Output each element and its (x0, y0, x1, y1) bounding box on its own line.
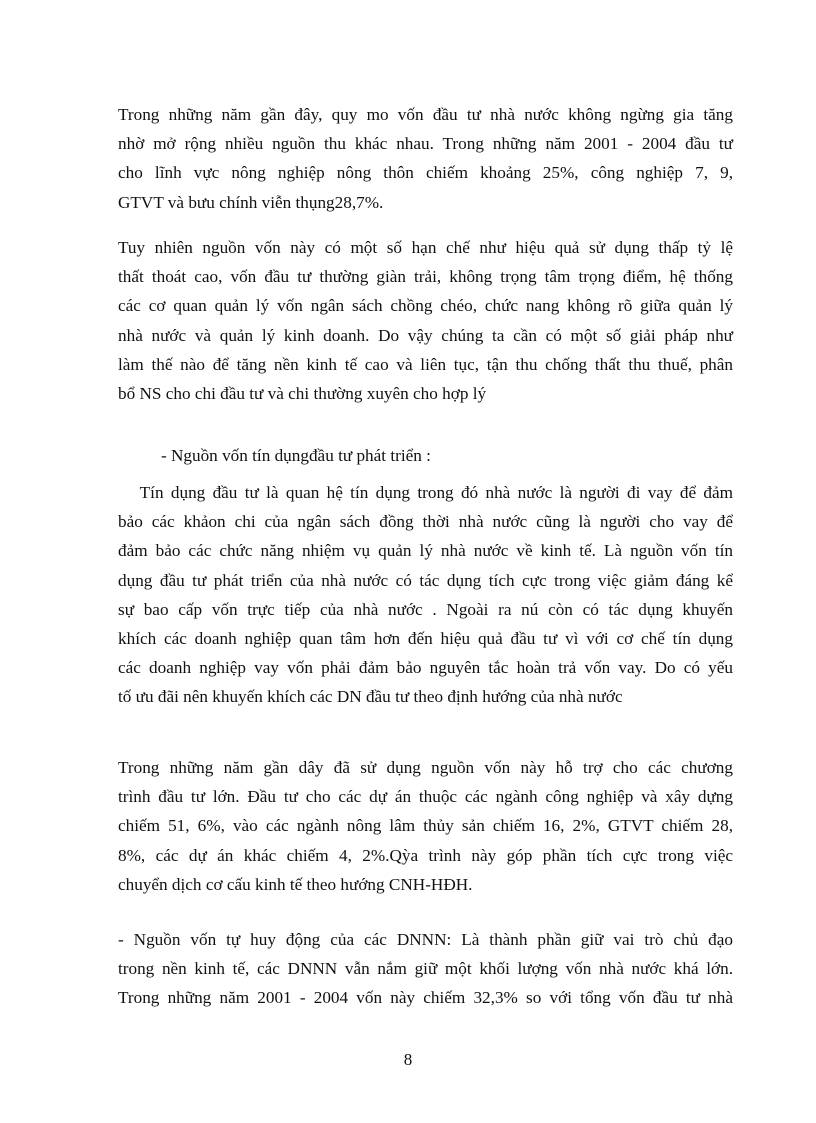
text-line: bổ NS cho chi đầu tư và chi thường xuyên cho hợp lý (118, 383, 487, 403)
text-line: 8%, các dự án khác chiếm 4, 2%.Qỳa trình này góp phần tích cực trong việc (118, 845, 733, 865)
text-line: bảo các khảon chi của ngân sách đồng thời nhà nước cũng là người cho vay để (118, 512, 733, 532)
paragraph-limitations (118, 233, 733, 408)
text-line: Tuy nhiên nguồn vốn này có một số hạn chế như hiệu quả sử dụng thấp tỷ lệ (118, 238, 733, 257)
text-line: làm thế nào để tăng nền kinh tế cao và liên tục, tận thu chống thất thu thuế, phân (118, 354, 733, 374)
text-line: trong nền kinh tế, các DNNN vẫn nắm giữ một khối lượng vốn nhà nước khá lớn. (118, 959, 733, 979)
text-line: GTVT và bưu chính viễn thụng28,7%. (118, 192, 384, 212)
text-line: Trong những năm 2001 - 2004 vốn này chiếm 32,3% so với tổng vốn đầu tư nhà (118, 988, 733, 1008)
text-line: Tín dụng đầu tư là quan hệ tín dụng trong đó nhà nước là người đi vay để đảm (118, 483, 733, 502)
paragraph-self-mobilized (118, 925, 733, 1013)
text-line: khích các doanh nghiệp quan tâm hơn đến hiệu quả đầu tư vì với cơ chế tín dụng (118, 628, 733, 648)
page-number: 8 (403, 1050, 413, 1069)
text-line: chuyển dịch cơ cấu kinh tế theo hướng CNH-HĐH. (118, 874, 473, 894)
text-line: đảm bảo các chức năng nhiệm vụ quản lý nhà nước về kinh tế. Là nguồn vốn tín (118, 541, 733, 561)
text-line: - Nguồn vốn tự huy động của các DNNN: Là thành phần giữ vai trò chủ đạo (118, 930, 733, 949)
text-line: Trong những năm gần đây, quy mo vốn đầu tư nhà nước không ngừng gia tăng (118, 105, 733, 124)
text-line: trình đầu tư lớn. Đầu tư cho các dự án thuộc các ngành công nghiệp và xây dựng (118, 787, 733, 807)
text-line: dụng đầu tư phát triển của nhà nước có tác dụng tích cực trong việc giảm đáng kể (118, 570, 733, 590)
text-line: các cơ quan quản lý vốn ngân sách chồng chéo, chức nang không rõ giữa quản lý (118, 296, 733, 316)
text-line: nhờ mở rộng nhiều nguồn thu khác nhau. Trong những năm 2001 - 2004 đầu tư (118, 134, 733, 154)
paragraph-credit-usage (118, 753, 733, 899)
text-line: các doanh nghiệp vay vốn phải đảm bảo nguyên tắc hoàn trả vốn vay. Do có yếu (118, 658, 733, 678)
text-line: chiếm 51, 6%, vào các ngành nông lâm thủy sản chiếm 16, 2%, GTVT chiếm 28, (118, 816, 733, 836)
text-line: cho lĩnh vực nông nghiệp nông thôn chiếm khoảng 25%, công nghiệp 7, 9, (118, 163, 733, 183)
paragraph-credit-heading (118, 441, 733, 470)
text-line: nhà nước và quản lý kinh doanh. Do vậy chúng ta cần có một số giải pháp như (118, 325, 733, 345)
text-line: tố ưu đãi nên khuyến khích các DN đầu tư theo định hướng của nhà nước (118, 687, 623, 707)
text-line: - Nguồn vốn tín dụngđầu tư phát triển : (118, 446, 431, 465)
paragraph-state-investment (118, 100, 733, 217)
text-line: thất thoát cao, vốn đầu tư thường giàn trải, không trọng tâm trọng điểm, hệ thống (118, 267, 733, 287)
text-line: sự bao cấp vốn trực tiếp của nhà nước . Ngoài ra nú còn có tác dụng khuyến (118, 599, 733, 619)
paragraph-credit-investment (118, 478, 733, 712)
text-line: Trong những năm gần dây đã sử dụng nguồn vốn này hỗ trợ cho các chương (118, 758, 733, 777)
